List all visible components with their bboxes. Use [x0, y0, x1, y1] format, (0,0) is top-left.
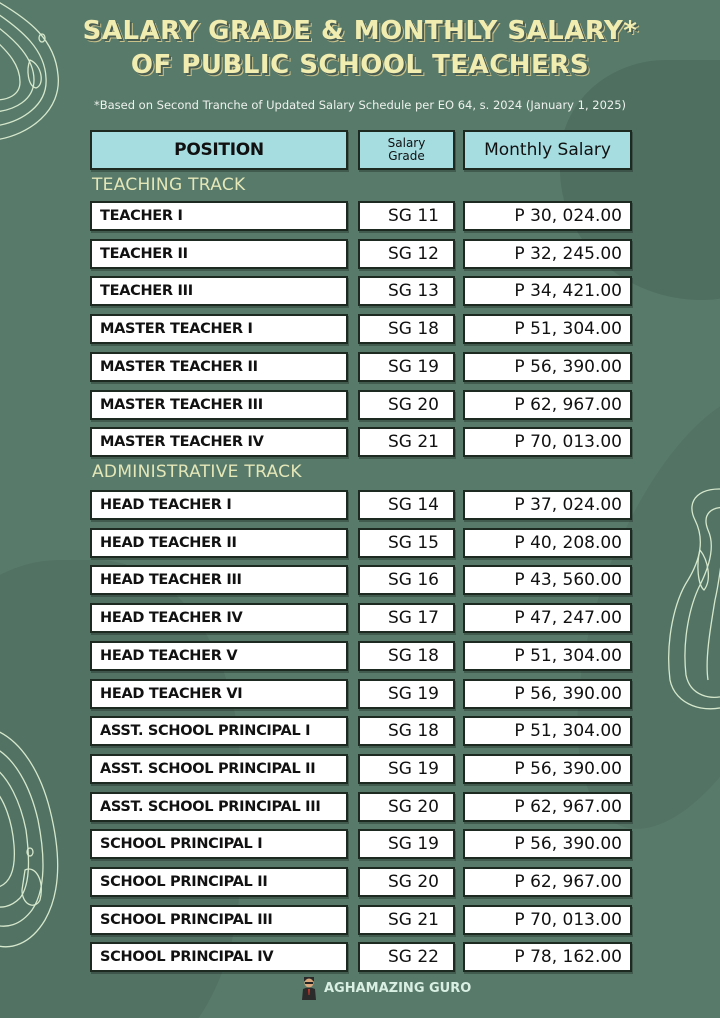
salary-grade-cell: SG 19 — [358, 679, 455, 709]
position-cell: ASST. SCHOOL PRINCIPAL III — [90, 792, 348, 822]
page-title — [0, 14, 720, 82]
header-position: POSITION — [90, 130, 348, 170]
salary-grade-cell: SG 21 — [358, 427, 455, 457]
monthly-salary-cell: P 32, 245.00 — [463, 239, 632, 269]
position-cell: HEAD TEACHER VI — [90, 679, 348, 709]
salary-grade-cell: SG 18 — [358, 716, 455, 746]
monthly-salary-cell: P 62, 967.00 — [463, 867, 632, 897]
monthly-salary-cell: P 56, 390.00 — [463, 829, 632, 859]
salary-grade-cell: SG 20 — [358, 867, 455, 897]
monthly-salary-cell: P 62, 967.00 — [463, 792, 632, 822]
position-cell: ASST. SCHOOL PRINCIPAL II — [90, 754, 348, 784]
monthly-salary-cell: P 51, 304.00 — [463, 314, 632, 344]
position-cell: HEAD TEACHER I — [90, 490, 348, 520]
salary-grade-cell: SG 19 — [358, 352, 455, 382]
monthly-salary-cell: P 40, 208.00 — [463, 528, 632, 558]
title-line-1: SALARY GRADE & MONTHLY SALARY* — [82, 16, 638, 46]
section-label-administrative-track: ADMINISTRATIVE TRACK — [92, 462, 302, 482]
position-cell: MASTER TEACHER II — [90, 352, 348, 382]
section-label-teaching-track: TEACHING TRACK — [92, 175, 246, 195]
header-grade-line2: Grade — [388, 149, 425, 163]
position-cell: TEACHER II — [90, 239, 348, 269]
salary-grade-cell: SG 20 — [358, 390, 455, 420]
position-cell: MASTER TEACHER IV — [90, 427, 348, 457]
header-salary-grade — [358, 130, 455, 170]
position-cell: HEAD TEACHER II — [90, 528, 348, 558]
monthly-salary-cell: P 56, 390.00 — [463, 754, 632, 784]
brand-name: AGHAMAZING GURO — [324, 980, 472, 996]
salary-grade-cell: SG 12 — [358, 239, 455, 269]
header-grade-line1: Salary — [387, 136, 426, 150]
position-cell: TEACHER I — [90, 201, 348, 231]
monthly-salary-cell: P 51, 304.00 — [463, 641, 632, 671]
monthly-salary-cell: P 37, 024.00 — [463, 490, 632, 520]
salary-grade-cell: SG 20 — [358, 792, 455, 822]
salary-grade-cell: SG 17 — [358, 603, 455, 633]
header-monthly-salary: Monthly Salary — [463, 130, 632, 170]
position-cell: SCHOOL PRINCIPAL IV — [90, 942, 348, 972]
position-cell: HEAD TEACHER V — [90, 641, 348, 671]
position-cell: SCHOOL PRINCIPAL I — [90, 829, 348, 859]
position-cell: MASTER TEACHER III — [90, 390, 348, 420]
title-line-2: OF PUBLIC SCHOOL TEACHERS — [130, 50, 590, 80]
footer-brand — [300, 976, 471, 1000]
position-cell: HEAD TEACHER III — [90, 565, 348, 595]
monthly-salary-cell: P 43, 560.00 — [463, 565, 632, 595]
monthly-salary-cell: P 34, 421.00 — [463, 276, 632, 306]
salary-grade-cell: SG 11 — [358, 201, 455, 231]
monthly-salary-cell: P 51, 304.00 — [463, 716, 632, 746]
subtitle-note: *Based on Second Tranche of Updated Salary Schedule per EO 64, s. 2024 (January 1, 2025) — [93, 98, 627, 112]
salary-grade-cell: SG 21 — [358, 905, 455, 935]
monthly-salary-cell: P 47, 247.00 — [463, 603, 632, 633]
salary-grade-cell: SG 13 — [358, 276, 455, 306]
salary-grade-cell: SG 18 — [358, 641, 455, 671]
monthly-salary-cell: P 56, 390.00 — [463, 352, 632, 382]
position-cell: ASST. SCHOOL PRINCIPAL I — [90, 716, 348, 746]
avatar-icon — [300, 976, 318, 1000]
salary-grade-cell: SG 18 — [358, 314, 455, 344]
monthly-salary-cell: P 70, 013.00 — [463, 427, 632, 457]
monthly-salary-cell: P 70, 013.00 — [463, 905, 632, 935]
position-cell: TEACHER III — [90, 276, 348, 306]
position-cell: HEAD TEACHER IV — [90, 603, 348, 633]
position-cell: SCHOOL PRINCIPAL II — [90, 867, 348, 897]
monthly-salary-cell: P 78, 162.00 — [463, 942, 632, 972]
monthly-salary-cell: P 62, 967.00 — [463, 390, 632, 420]
monthly-salary-cell: P 30, 024.00 — [463, 201, 632, 231]
monthly-salary-cell: P 56, 390.00 — [463, 679, 632, 709]
salary-grade-cell: SG 19 — [358, 829, 455, 859]
position-cell: SCHOOL PRINCIPAL III — [90, 905, 348, 935]
salary-grade-cell: SG 15 — [358, 528, 455, 558]
salary-grade-cell: SG 14 — [358, 490, 455, 520]
salary-grade-cell: SG 22 — [358, 942, 455, 972]
salary-grade-cell: SG 16 — [358, 565, 455, 595]
position-cell: MASTER TEACHER I — [90, 314, 348, 344]
salary-grade-cell: SG 19 — [358, 754, 455, 784]
